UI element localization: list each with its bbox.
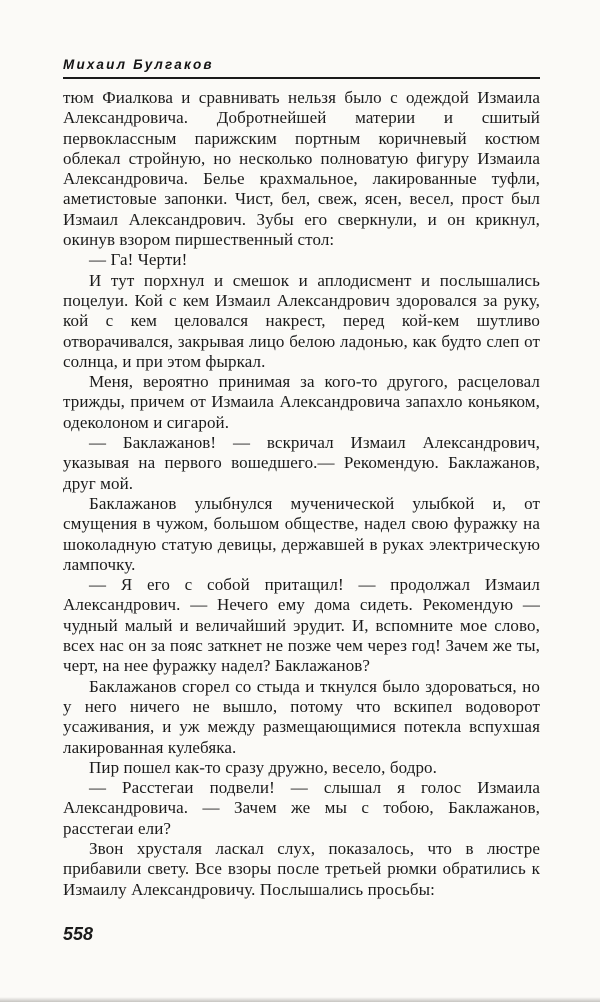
page-number: 558 [63, 924, 94, 944]
paragraph: Баклажанов улыбнулся мученической улыбкой и, от смущения в чужом, большом обществе, надел свою фуражку на шоколадную статую девицы, державшей в руках электрическую лампочку. [63, 493, 540, 574]
paragraph: Меня, вероятно принимая за кого-то другого, расцеловал трижды, причем от Измаила Александровича запахло коньяком, одеколоном и сигарой. [63, 372, 540, 432]
paragraph: — Я его с собой притащил! — продолжал Измаил Александрович. — Нечего ему дома сидеть. Рекомендую — чудный малый и величайший эрудит. И, вспомните мое слово, всех нас он за пояс заткнет не позже чем через год! Зачем же ты, черт, на нее фуражку надел? Баклажанов? [63, 575, 540, 676]
paragraph: тюм Фиалкова и сравнивать нельзя было с одеждой Измаила Александровича. Добротнейшей материи и сшитый первоклассным парижским портным коричневый костюм облекал стройную, но несколько полноватую фигуру Измаила Александровича. Белье крахмальное, лакированные туфли, аметистовые запонки. Чист, бел, свеж, ясен, весел, прост был Измаил Александрович. Зубы его сверкнули, и он крикнул, окинув взором пиршественный стол: [63, 88, 540, 250]
paragraph: — Расстегаи подвели! — слышал я голос Измаила Александровича. — Зачем же мы с тобою, Баклажанов, расстегаи ели? [63, 778, 540, 838]
header-rule [63, 77, 540, 79]
page-edge-shadow [0, 997, 600, 1002]
paragraph: Пир пошел как-то сразу дружно, весело, бодро. [89, 757, 437, 777]
paragraph: — Баклажанов! — вскричал Измаил Александрович, указывая на первого вошедшего.— Рекомендую. Баклажанов, друг мой. [63, 433, 540, 493]
paragraph: Звон хрусталя ласкал слух, показалось, что в люстре прибавили свету. Все взоры после третьей рюмки обратились к Измаилу Александровичу. Послышались просьбы: [63, 838, 540, 899]
paragraph: Баклажанов сгорел со стыда и ткнулся было здороваться, но у него ничего не вышло, потому что вскипел водоворот усаживания, и уж между размещающимися потекла вспухшая лакированная кулебяка. [63, 676, 540, 757]
paragraph: И тут порхнул и смешок и аплодисмент и послышались поцелуи. Кой с кем Измаил Александрович здоровался за руку, кой с кем целовался накрест, перед кой-кем шутливо отворачивался, закрывая лицо белою ладонью, как будто слеп от солнца, и при этом фыркал. [63, 270, 540, 371]
body-text [63, 88, 540, 900]
running-header-author: Михаил Булгаков [63, 57, 214, 72]
running-header [63, 57, 540, 79]
paragraph: — Га! Черти! [89, 250, 188, 270]
